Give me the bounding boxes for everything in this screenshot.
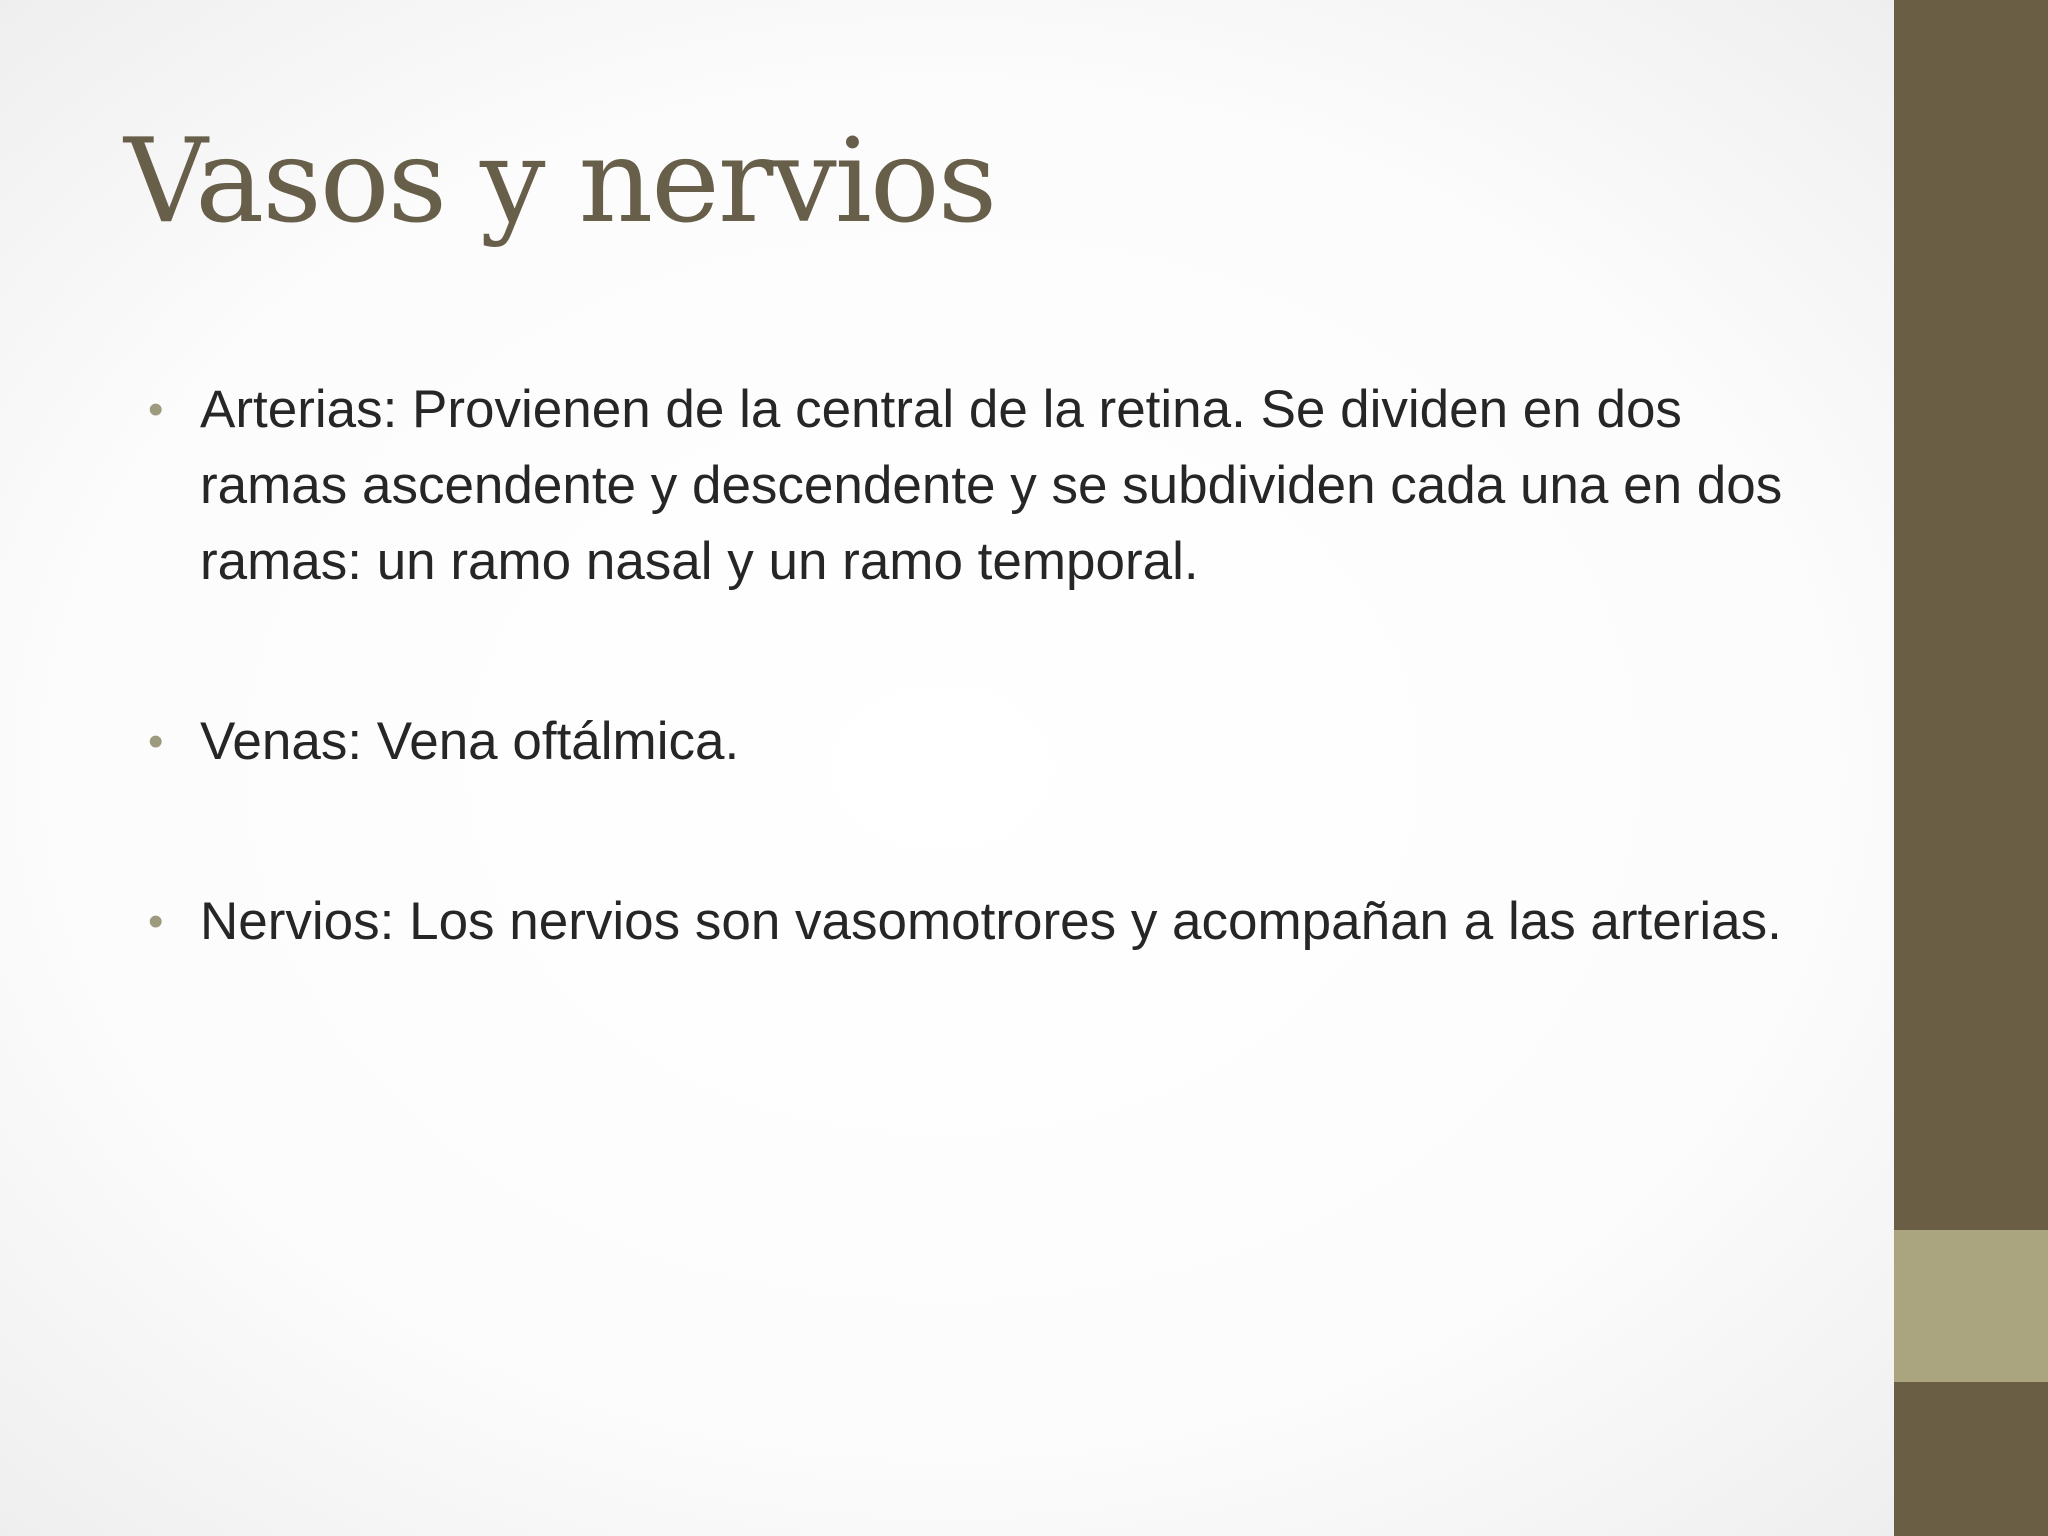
bullet-icon: • [148,897,164,946]
decorative-sidebar-accent [1894,1230,2048,1382]
slide-title: Vasos y nervios [124,114,996,249]
bullet-item-nervios [144,884,1824,960]
bullet-text: Nervios: Los nervios son vasomotrores y acompañan a las arterias. [200,892,1782,951]
bullet-icon: • [148,717,164,766]
bullet-text: Venas: Vena oftálmica. [200,712,740,771]
bullet-item-venas [144,704,1824,780]
bullet-text: Arterias: Provienen de la central de la retina. Se dividen en dos ramas ascendente y descendente y se subdividen cada una en dos ramas: un ramo nasal y un ramo temporal. [200,380,1783,591]
bullet-list [144,372,1824,1064]
bullet-item-arterias [144,372,1824,600]
bullet-icon: • [148,385,164,434]
